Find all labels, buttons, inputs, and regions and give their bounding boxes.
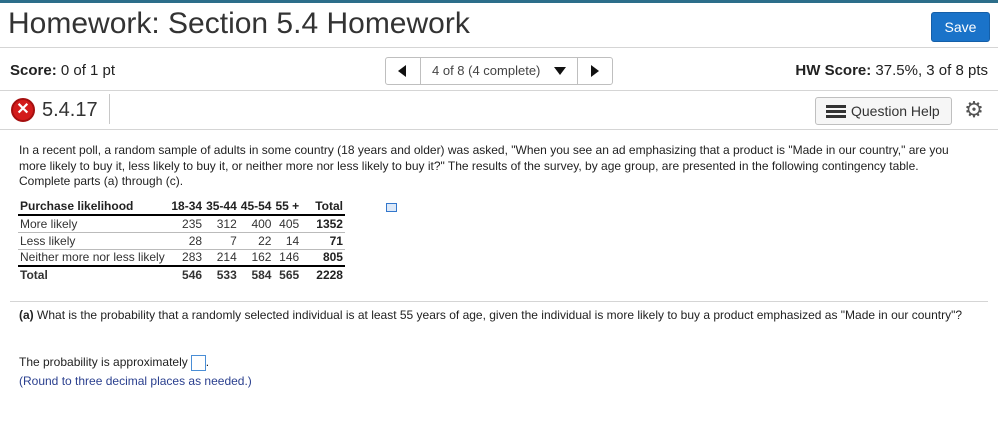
hw-score-label: HW Score: [795, 62, 872, 79]
table-cell: 533 [204, 266, 239, 283]
part-a-question [19, 308, 974, 324]
score-label: Score: [10, 62, 57, 79]
table-cell: 214 [216, 250, 237, 265]
answer-prefix: The probability is approximately [19, 355, 188, 370]
table-row [18, 249, 345, 266]
row-label: Total [18, 266, 169, 283]
previous-question-button[interactable] [386, 58, 421, 84]
triangle-down-icon [554, 67, 566, 75]
score-bar [0, 49, 998, 91]
part-a-text: What is the probability that a randomly selected individual is at least 55 years of age, given the individual is more likely to buy a product emphasized as "Made in our country"? [37, 308, 963, 322]
grand-total: 2228 [301, 266, 345, 283]
answer-input[interactable] [191, 355, 206, 371]
answer-suffix: . [205, 355, 210, 370]
list-icon [826, 105, 846, 119]
column-header: 18-34 [171, 199, 203, 213]
question-number: 5.4.17 [42, 99, 98, 121]
column-header: Purchase likelihood [18, 198, 169, 215]
table-cell: 235 [169, 215, 204, 232]
rounding-hint: (Round to three decimal places as needed.) [19, 374, 252, 388]
table-cell: 546 [169, 266, 204, 283]
page-title: Homework: Section 5.4 Homework [8, 7, 470, 40]
question-content [0, 129, 998, 442]
table-cell: 162 [251, 250, 272, 265]
row-label: More likely [18, 215, 169, 232]
row-total: 805 [322, 250, 343, 265]
table-cell: 584 [239, 266, 274, 283]
table-cell: 565 [273, 266, 301, 283]
table-row [18, 215, 345, 232]
incorrect-x-icon: ✕ [11, 98, 35, 122]
row-total: 71 [301, 232, 345, 249]
question-select-dropdown[interactable] [421, 58, 578, 84]
question-bar [0, 92, 998, 129]
question-select-label: 4 of 8 (4 complete) [432, 63, 541, 78]
triangle-left-icon [398, 65, 406, 77]
table-cell: 400 [239, 215, 274, 232]
table-cell: 146 [279, 250, 300, 265]
hw-score-value: 37.5%, 3 of 8 pts [875, 62, 988, 79]
question-help-label: Question Help [851, 103, 940, 119]
table-cell: 22 [239, 232, 274, 249]
column-header: Total [301, 198, 345, 215]
copy-table-icon[interactable] [386, 203, 397, 212]
table-row [18, 232, 345, 249]
contingency-table [18, 198, 345, 283]
answer-line [19, 355, 209, 371]
next-question-button[interactable] [578, 58, 612, 84]
table-cell: 405 [273, 215, 301, 232]
row-label: Less likely [18, 232, 169, 249]
page-header [0, 3, 998, 48]
part-a-label: (a) [19, 308, 34, 322]
row-total: 1352 [301, 215, 345, 232]
divider [10, 301, 988, 302]
column-header: 35-44 [206, 199, 237, 213]
divider [109, 94, 110, 124]
question-intro: In a recent poll, a random sample of adults in some country (18 years and older) was asked, "When you see an ad emphasizing that a product is "Made in our country," are you more likely to buy it, less likely to buy it, or neither more nor less likely to buy it?" The results of the survey, by age group, are presented in the following contingency table. Complete parts (a) through (c). [19, 143, 949, 188]
table-total-row [18, 266, 345, 283]
save-button[interactable]: Save [931, 12, 990, 42]
table-cell: 283 [182, 250, 203, 265]
question-navigator [385, 57, 613, 85]
table-cell: 28 [169, 232, 204, 249]
question-help-button[interactable] [815, 97, 952, 125]
triangle-right-icon [591, 65, 599, 77]
score [10, 62, 115, 79]
hw-score [795, 62, 988, 79]
table-cell: 312 [204, 215, 239, 232]
column-header: 45-54 [240, 199, 272, 213]
row-label: Neither more nor less likely [20, 250, 165, 265]
table-cell: 7 [204, 232, 239, 249]
table-header-row [18, 198, 345, 215]
column-header: 55 + [275, 199, 300, 213]
table-cell: 14 [273, 232, 301, 249]
gear-icon[interactable]: ⚙ [964, 97, 984, 122]
score-value: 0 of 1 pt [60, 62, 116, 79]
